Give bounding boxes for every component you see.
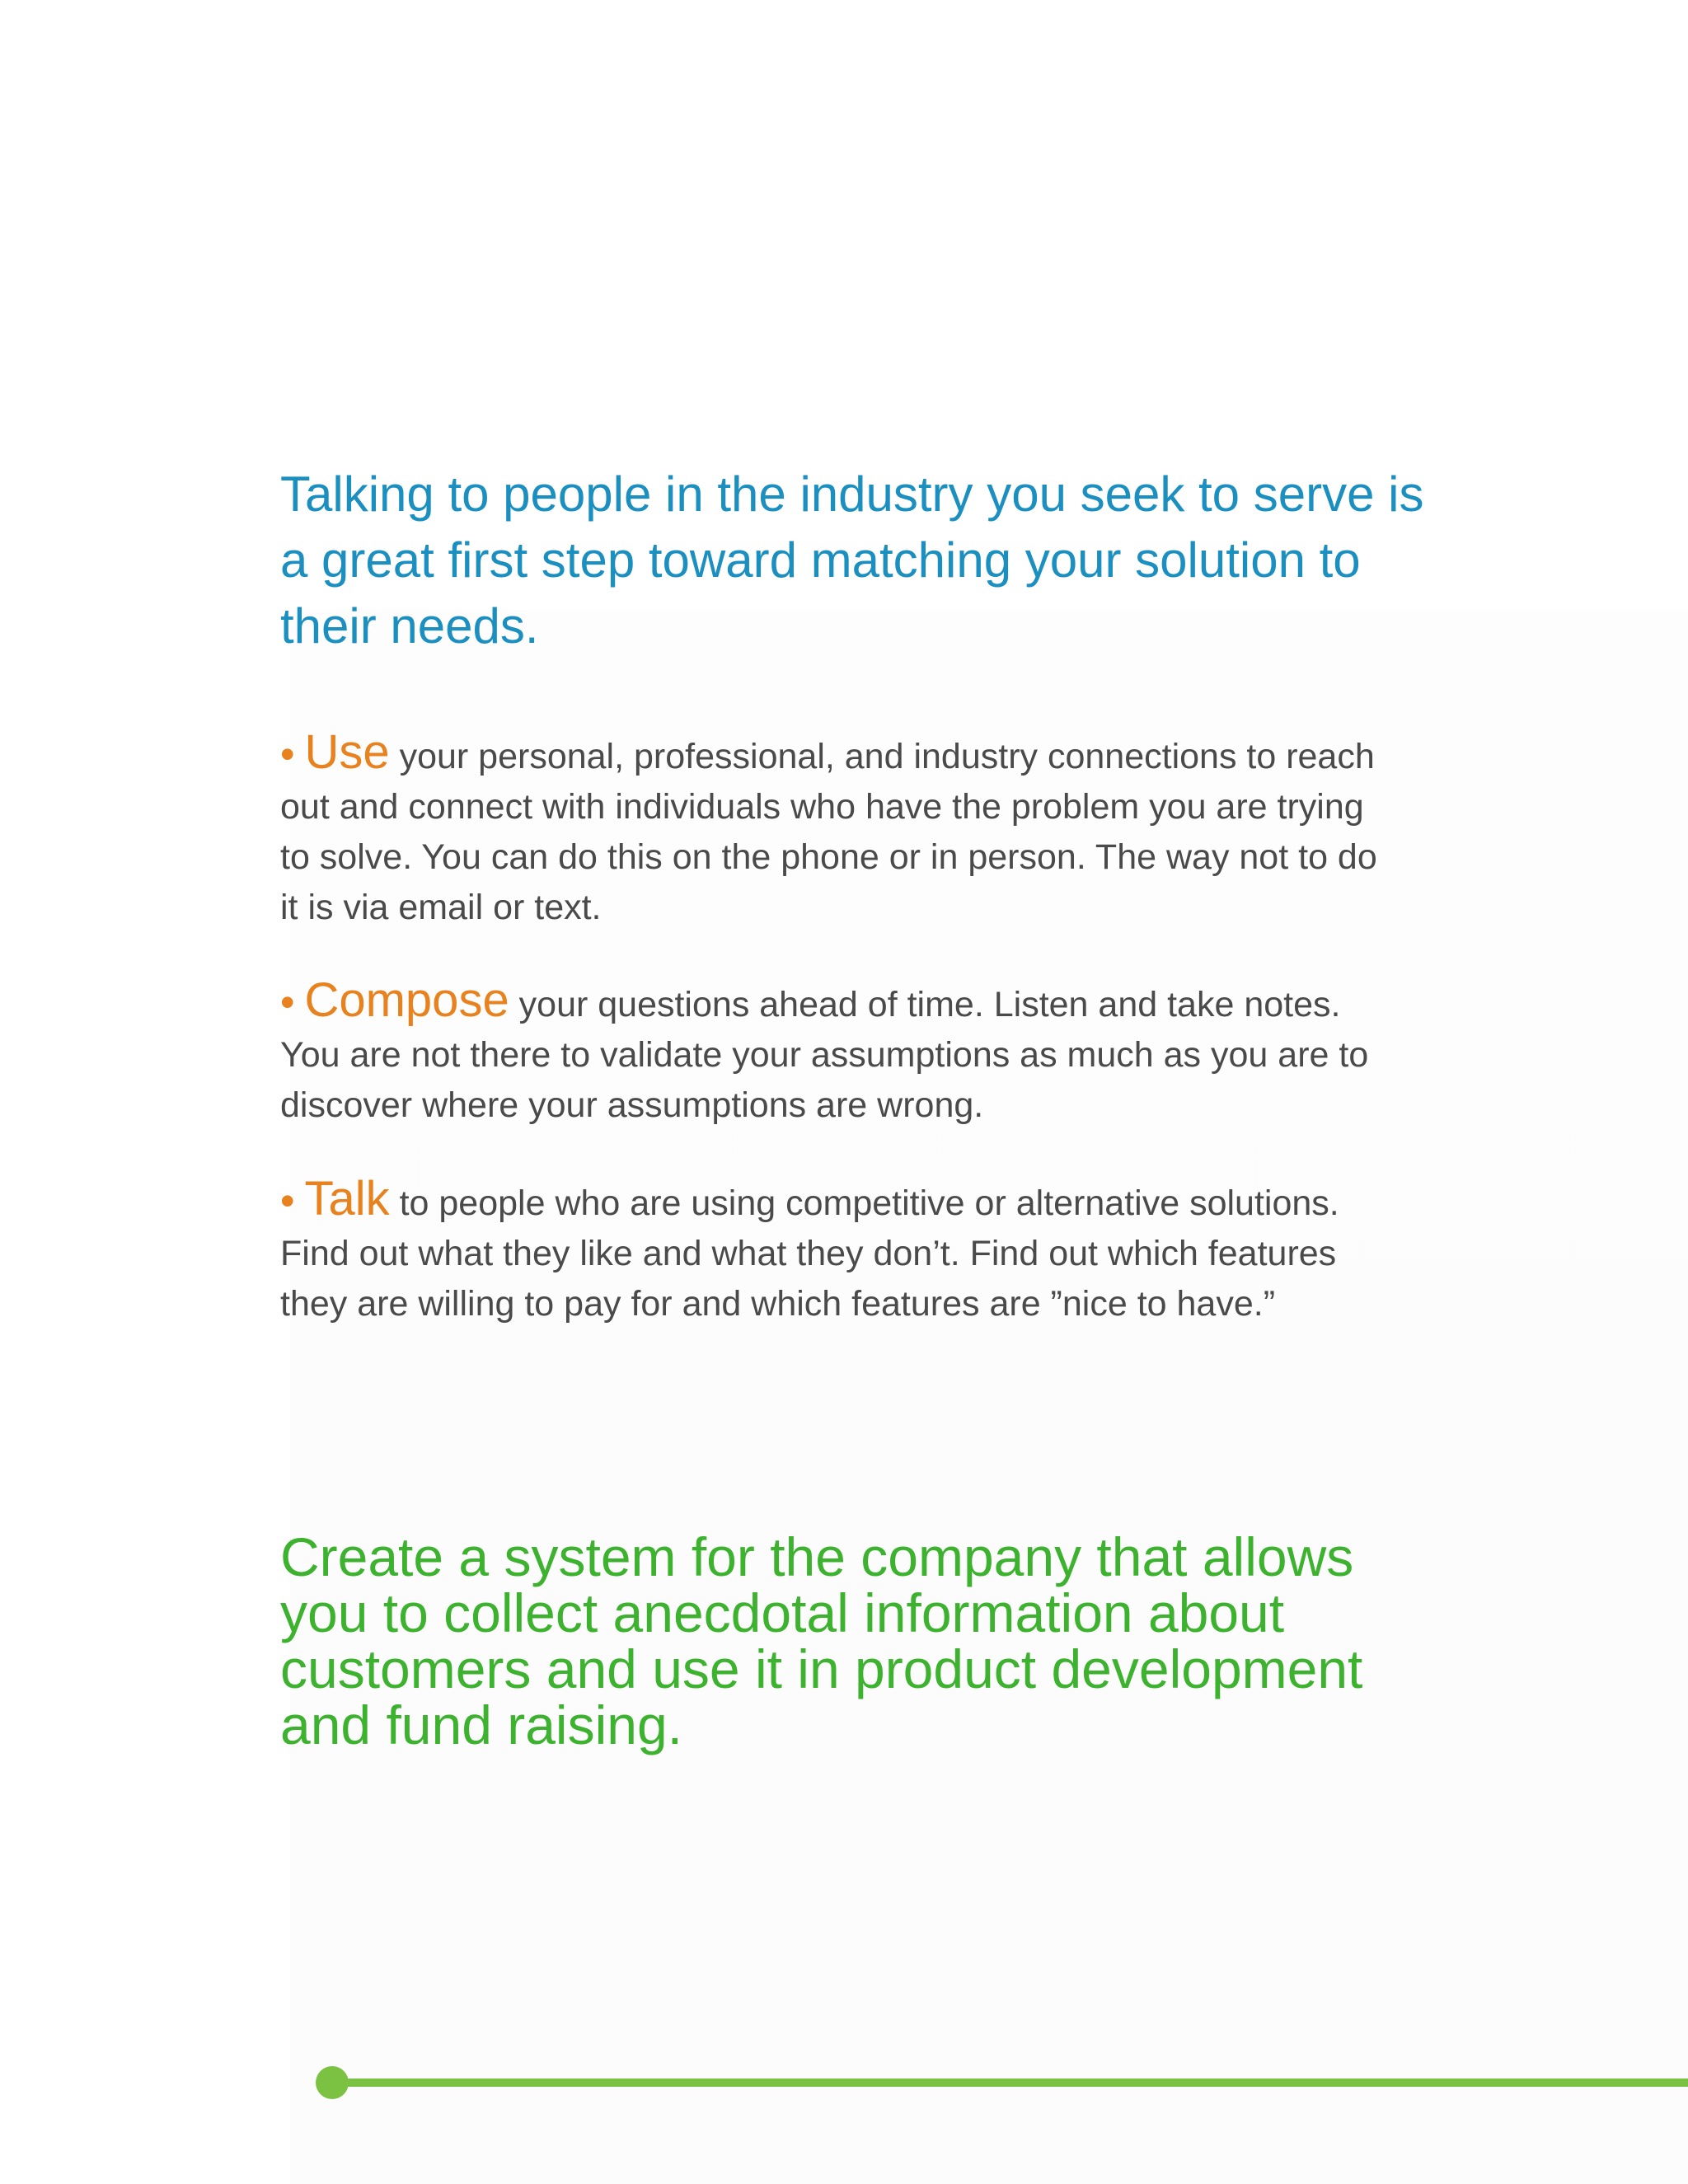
tip-keyword: Compose [304,973,509,1027]
tip-item-talk [280,1174,1401,1329]
closing-callout: Create a system for the company that allows you to collect anecdotal information about customers and use it in product development and fund raising. [280,1526,1363,1755]
bullet-dot-icon: • [280,1178,295,1224]
tip-text: to people who are using competitive or alternative solutions. Find out what they like and what they don’t. Find out which features they are willing to pay for and which features are ”nice to have.” [280,1183,1339,1324]
footer-dot-icon [316,2066,349,2099]
bullet-dot-icon: • [280,731,295,777]
tip-item-compose [280,975,1401,1131]
tip-text: your personal, professional, and industry connections to reach out and connect with individuals who have the problem you are trying to solve. You can do this on the phone or in person. The way not to do it is via email or text. [280,737,1377,927]
intro-heading: Talking to people in the industry you seek to serve is a great first step toward matching your solution to their needs. [280,466,1424,654]
tip-keyword: Use [304,725,390,779]
tip-text: your questions ahead of time. Listen and take notes. You are not there to validate your assumptions as much as you are to discover where your assumptions are wrong. [280,985,1369,1125]
footer-rule-line [332,2079,1688,2087]
bullet-dot-icon: • [280,979,295,1025]
tip-keyword: Talk [304,1172,390,1226]
tip-item-use [280,727,1401,933]
